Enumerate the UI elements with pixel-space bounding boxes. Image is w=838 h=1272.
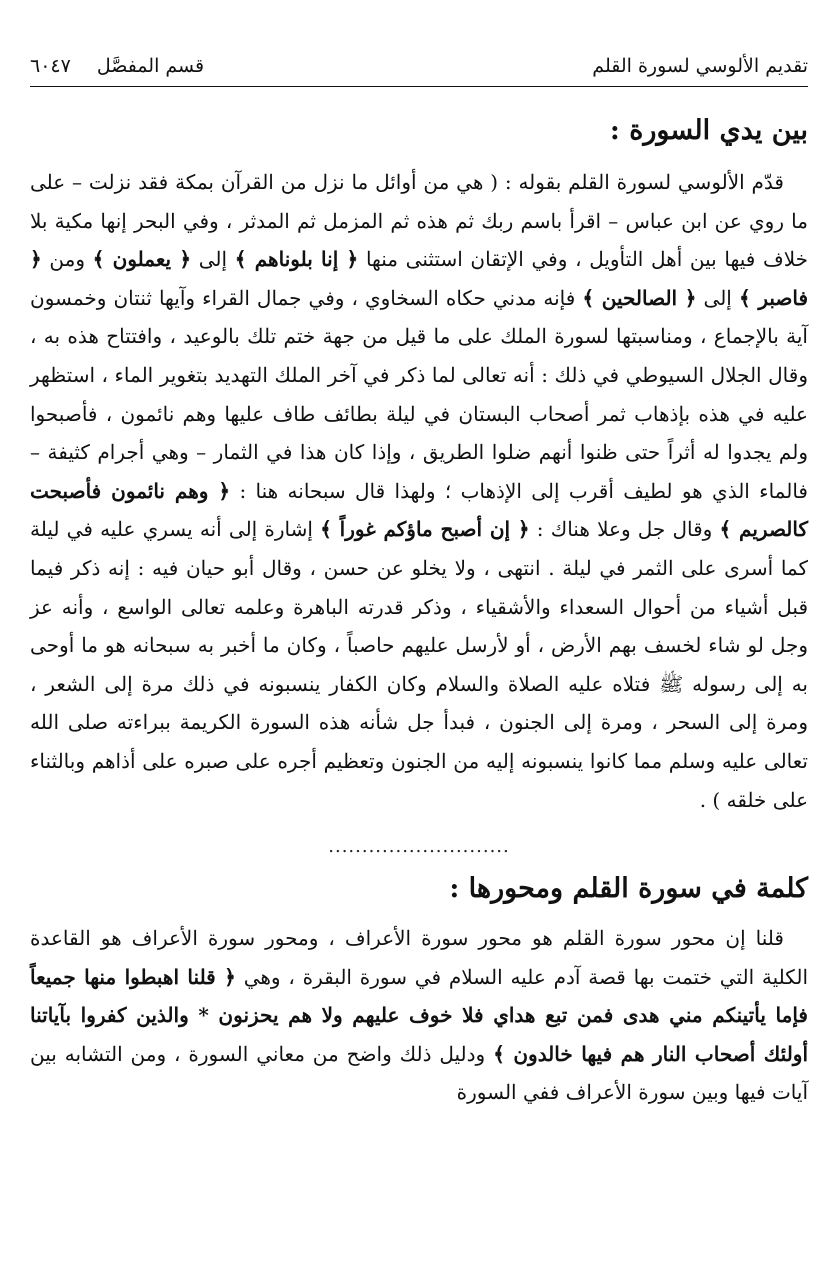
text-run: إشارة إلى أنه يسري عليه في ليلة كما أسرى على الثمر في ليلة . انتهى ، ولا يخلو عن حسن ، وقال أبو حيان فيه : إنه ذكر فيما قبل أشياء من أحوال السعداء والأشقياء ، وذكر قدرته الباهرة وعلمه تعالى الواسع ، وأنه عز وجل لو شاء لخسف بهم الأرض ، أو لأرسل عليهم حاصباً ، وكان ما أخبر به سبحانه هو ما أوحى به إلى رسوله ﷺ فتلاه عليه الصلاة والسلام وكان الكفار ينسبونه في ذلك مرة إلى الشعر ، ومرة إلى السحر ، ومرة إلى الجنون ، فبدأ جل شأنه هذه السورة الكريمة ببراءته صلى الله تعالى عليه وسلم مما كانوا ينسبونه إليه من الجنون وتعظيم أجره على صبره على أذاهم وبالثناء على خلقه ) . bbox=[30, 517, 809, 812]
document-page bbox=[30, 52, 808, 1252]
text-run: ومن bbox=[49, 247, 85, 272]
quran-quote: ﴿ وهم نائمون فأصبحت كالصريم ﴾ bbox=[30, 478, 809, 542]
header-meta bbox=[30, 52, 204, 80]
section-heading-axis: كلمة في سورة القلم ومحورها : bbox=[449, 873, 808, 905]
running-title: تقديم الألوسي لسورة القلم bbox=[592, 55, 808, 77]
quran-quote: ﴿ إنا بلوناهم ﴾ bbox=[234, 247, 359, 272]
paragraph-axis bbox=[30, 919, 808, 1112]
text-run: فإنه مدني حكاه السخاوي ، وفي جمال القراء وآيها ثنتان وخمسون آية بالإجماع ، ومناسبتها لسورة الملك على ما قيل من جهة ختم تلك بالوعيد ، وافتتاح هذه به ، وقال الجلال السيوطي في ذلك : أنه تعالى لما ذكر في آخر الملك التهديد بتغوير الماء ، استظهر عليه في هذه بإذهاب ثمر أصحاب البستان في ليلة بطائف طاف عليها وهم نائمون ، فأصبحوا ولم يجدوا له أثراً حتى ظنوا أنهم ضلوا الطريق ، وإذا كان هذا في الثمار – وهي أجرام كثيفة – فالماء الذي هو لطيف أقرب إلى الإذهاب ؛ ولهذا قال سبحانه هنا : bbox=[30, 285, 808, 503]
text-run: وقال جل وعلا هناك : bbox=[536, 517, 713, 542]
section-name: قسم المفصَّل bbox=[96, 55, 205, 77]
quran-quote: ﴿ إن أصبح ماؤكم غوراً ﴾ bbox=[320, 517, 530, 542]
quran-quote: ﴿ فاصبر ﴾ bbox=[30, 247, 809, 310]
section-heading-intro: بين يدي السورة : bbox=[609, 115, 808, 146]
text-run: إلى bbox=[703, 285, 732, 310]
text-run: قدّم الألوسي لسورة القلم بقوله : ( هي من أوائل ما نزل من القرآن بمكة فقد نزلت – على ما روي عن ابن عباس – اقرأ باسم ربك ثم هذه ثم المزمل ثم المدثر ، وفي البحر إنها مكية بلا خلاف فيها بين أهل التأويل ، وفي الإتقان استثنى منها bbox=[30, 170, 809, 272]
section-separator: ........................... bbox=[328, 836, 510, 858]
page-number: ٦٠٤٧ bbox=[30, 55, 71, 77]
running-header bbox=[30, 52, 808, 87]
quran-quote: ﴿ قلنا اهبطوا منها جميعاً فإما يأتينكم مني هدى فمن تبع هداي فلا خوف عليهم ولا هم يحزنون * والذين كفروا بآياتنا أولئك أصحاب النار هم فيها خالدون ﴾ bbox=[30, 964, 808, 1066]
text-run: إلى bbox=[198, 247, 228, 272]
quran-quote: ﴿ الصالحين ﴾ bbox=[582, 285, 697, 310]
quran-quote: ﴿ يعملون ﴾ bbox=[92, 247, 192, 272]
text-run: ودليل ذلك واضح من معاني السورة ، ومن التشابه بين آيات فيها وبين سورة الأعراف ففي السورة bbox=[30, 1041, 808, 1105]
paragraph-intro bbox=[30, 163, 808, 819]
text-run: قلنا إن محور سورة القلم هو محور سورة الأعراف ، ومحور سورة الأعراف هو القاعدة الكلية التي ختمت بها قصة آدم عليه السلام في سورة البقرة ، وهي bbox=[30, 926, 809, 989]
